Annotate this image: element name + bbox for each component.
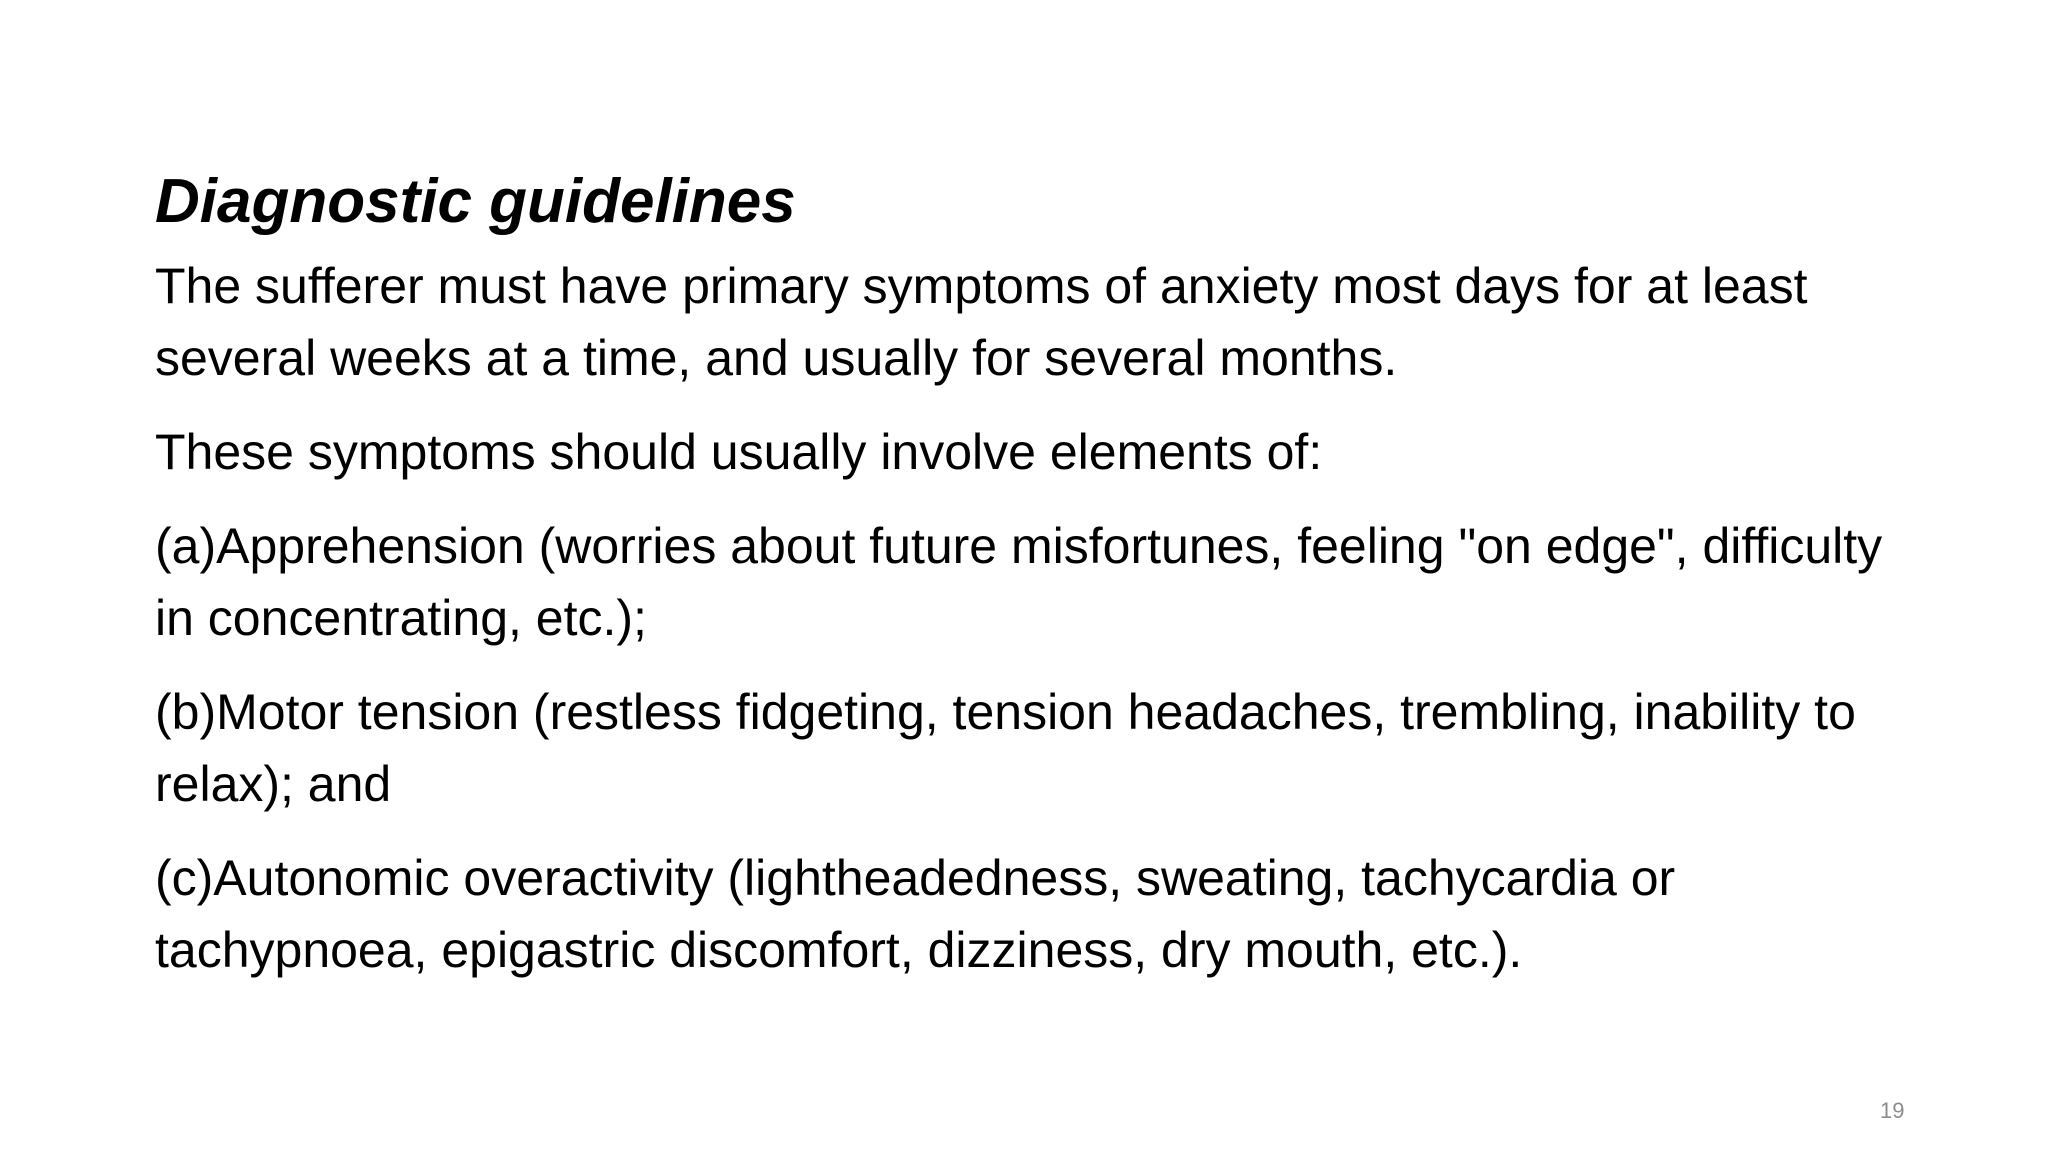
slide-title: Diagnostic guidelines xyxy=(155,167,796,236)
paragraph-autonomic-overactivity: (c)Autonomic overactivity (lightheadedness, sweating, tachycardia or tachypnoea, epigastric discomfort, dizziness, dry mouth, etc.). xyxy=(155,850,1676,978)
slide-content xyxy=(155,162,1915,1008)
paragraph-duration: The sufferer must have primary symptoms of anxiety most days for at least several weeks at a time, and usually for several months. xyxy=(155,258,1808,386)
paragraph-apprehension: (a)Apprehension (worries about future misfortunes, feeling "on edge", difficulty in concentrating, etc.); xyxy=(155,518,1883,646)
page-number: 19 xyxy=(1880,1098,1905,1123)
paragraph-motor-tension: (b)Motor tension (restless fidgeting, tension headaches, trembling, inability to relax); and xyxy=(155,684,1856,812)
paragraph-elements-intro: These symptoms should usually involve elements of: xyxy=(155,424,1323,480)
